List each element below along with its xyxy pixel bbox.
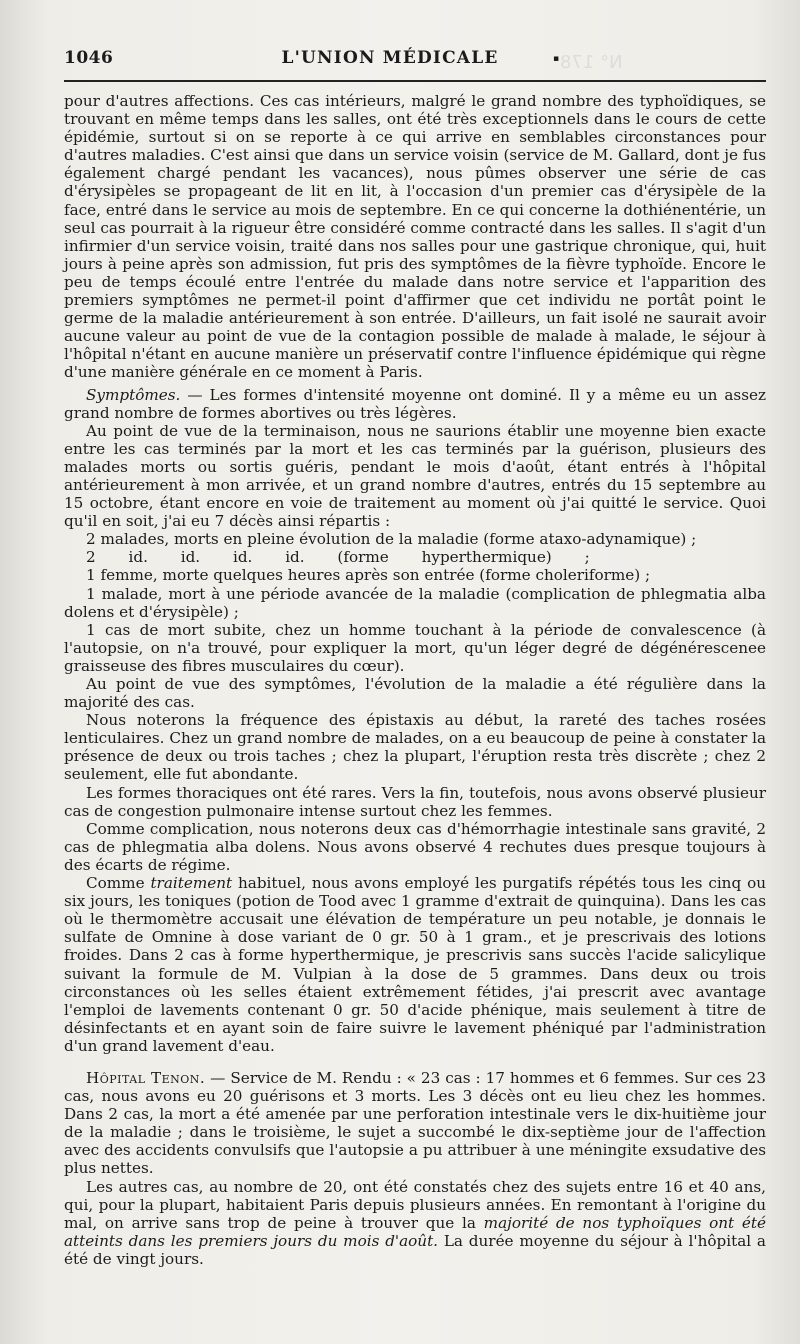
paragraph-autres-cas: Les autres cas, au nombre de 20, ont été constatés chez des sujets entre 16 et 40 ans, qui, pour la plupart, habitaient Paris depuis plusieurs années. En remontant à l'origine du mal, on arrive sans trop de peine à trouver que la majorité de nos typhoïques ont été atteints dans les premiers jours du mois d'août. La durée moyenne du séjour à l'hôpital a été de vingt jours. xyxy=(64,1177,766,1268)
section-label-hopital-tenon: Hôpital Tenon. xyxy=(86,1068,206,1087)
paragraph-traitement: Comme traitement habituel, nous avons employé les purgatifs répétés tous les cinq ou six jours, les toniques (potion de Tood avec 1 gramme d'extrait de quinquina). Dans les cas où le thermomètre accusait une élévation de température un peu notable, je donnais le sulfate de Omnine à dose variant de 0 gr. 50 à 1 gram., et je prescrivais des lotions froides. Dans 2 cas à forme hyperthermique, je prescrivis sans succès l'acide salicylique suivant la formule de M. Vulpian à la dose de 5 grammes. Dans deux ou trois circonstances où les selles étaient extrêmement fétides, j'ai prescrit avec avantage l'emploi de lavements contenant 0 gr. 50 d'acide phénique, mais seulement à titre de désinfectants et en ayant soin de faire suivre le lavement phéniqué par l'administration d'un grand lavement d'eau. xyxy=(64,874,767,1055)
running-title: L'UNION MÉDICALE xyxy=(281,48,499,68)
paragraph-hopital-tenon: Hôpital Tenon. — Service de M. Rendu : « 23 cas : 17 hommes et 6 femmes. Sur ces 23 cas, nous avons eu 20 guérisons et 3 morts. Les 3 décès ont eu lieu chez les hommes. Dans 2 cas, la mort a été amenée par une perforation intestinale vers le dix-huitième jour de la maladie ; dans le troisième, le sujet a succombé le dix-septième jour de l'affection avec des accidents convulsifs que l'autopsie a pu attribuer à une méningite exsudative des plus nettes. xyxy=(64,1068,767,1178)
emphasis-majorite: majorité de nos typhoïques ont été atteints dans les premiers jours du mois d'août. xyxy=(64,1213,766,1250)
article-body xyxy=(64,92,766,1268)
bleed-through-text: N° 178 xyxy=(560,52,623,73)
paragraph-evolution: Au point de vue des symptômes, l'évolution de la maladie a été régulière dans la majorité des cas. xyxy=(64,675,766,712)
list-item: 1 cas de mort subite, chez un homme touchant à la période de convalescence (à l'autopsie, on n'a trouvé, pour expliquer la mort, qu'un léger degré de dégénérescenee graisseuse des fibres musculaires du cœur). xyxy=(64,620,766,675)
page-number: 1046 xyxy=(64,48,114,68)
header-mark: ▪ xyxy=(553,54,560,64)
list-item: 2 id. id. id. id. (forme hyperthermique) ; xyxy=(86,548,590,567)
list-item: 2 malades, morts en pleine évolution de la maladie (forme ataxo-adynamique) ; xyxy=(86,530,697,549)
list-item: 1 malade, mort à une période avancée de la maladie (complication de phlegmatia alba dolens et d'érysipèle) ; xyxy=(64,584,766,621)
page-header xyxy=(64,48,766,74)
paragraph-terminaison: Au point de vue de la terminaison, nous ne saurions établir une moyenne bien exacte entre les cas terminés par la mort et les cas terminés par la guérison, plusieurs des malades morts ou sortis guéris, pendant le mois d'août, étant entrés à l'hôpital antérieurement à mon arrivée, et un grand nombre d'autres, entrés du 15 septembre au 15 octobre, étant encore en voie de traitement au moment où j'ai quitté le service. Quoi qu'il en soit, j'ai eu 7 décès ainsi répartis : xyxy=(64,421,766,531)
paragraph-epistaxis: Nous noterons la fréquence des épistaxis au début, la rareté des taches rosées lenticulaires. Chez un grand nombre de malades, on a eu beaucoup de peine à constater la présence de deux ou trois taches ; chez la plupart, l'éruption resta très discrète ; chez 2 seulement, elle fut abondante. xyxy=(64,711,766,784)
paragraph-symptomes: Symptômes. — Les formes d'intensité moyenne ont dominé. Il y a même eu un assez grand nombre de formes abortives ou très légères. xyxy=(64,385,766,422)
emphasis-traitement: traitement xyxy=(150,874,233,893)
header-rule xyxy=(64,80,766,82)
section-label-symptomes: Symptômes. xyxy=(86,385,181,404)
paragraph-contagion: pour d'autres affections. Ces cas intérieurs, malgré le grand nombre des typhoïdiques, se trouvant en même temps dans les salles, ont été très exceptionnels dans le cours de cette épidémie, surtout si on se reporte à ce qui arrive en semblables circonstances pour d'autres maladies. C'est ainsi que dans un service voisin (service de M. Gallard, dont je fus également chargé pendant les vacances), nous pûmes observer une série de cas d'érysipèles se propageant de lit en lit, à l'occasion d'un premier cas d'érysipèle de la face, entré dans le service au mois de septembre. En ce qui concerne la dothiénentérie, un seul cas pourrait à la rigueur être considéré comme contracté dans les salles. Il s'agit d'un infirmier d'un service voisin, traité dans nos salles pour une gastrique chronique, qui, huit jours à peine après son admission, fut pris des symptômes de la fièvre typhoïde. Encore le peu de temps écoulé entre l'entrée du malade dans notre service et l'apparition des premiers symptômes ne permet-il point d'affirmer que cet individu ne portât point le germe de la maladie antérieurement à son entrée. D'ailleurs, un fait isolé ne saurait avoir aucune valeur au point de vue de la contagion possible de malade à malade, le séjour à l'hôpital n'étant en aucune manière un préservatif contre l'influence épidémique qui règne d'une manière générale en ce moment à Paris. xyxy=(64,92,766,382)
list-item: 1 femme, morte quelques heures après son entrée (forme choleriforme) ; xyxy=(86,566,651,585)
paragraph-complication: Comme complication, nous noterons deux cas d'hémorrhagie intestinale sans gravité, 2 cas de phlegmatia alba dolens. Nous avons observé 4 rechutes dues presque toujours à des écarts de régime. xyxy=(64,819,766,874)
paragraph-formes-thoraciques: Les formes thoraciques ont été rares. Vers la fin, toutefois, nous avons observé plusieur cas de congestion pulmonaire intense surtout chez les femmes. xyxy=(64,783,766,820)
